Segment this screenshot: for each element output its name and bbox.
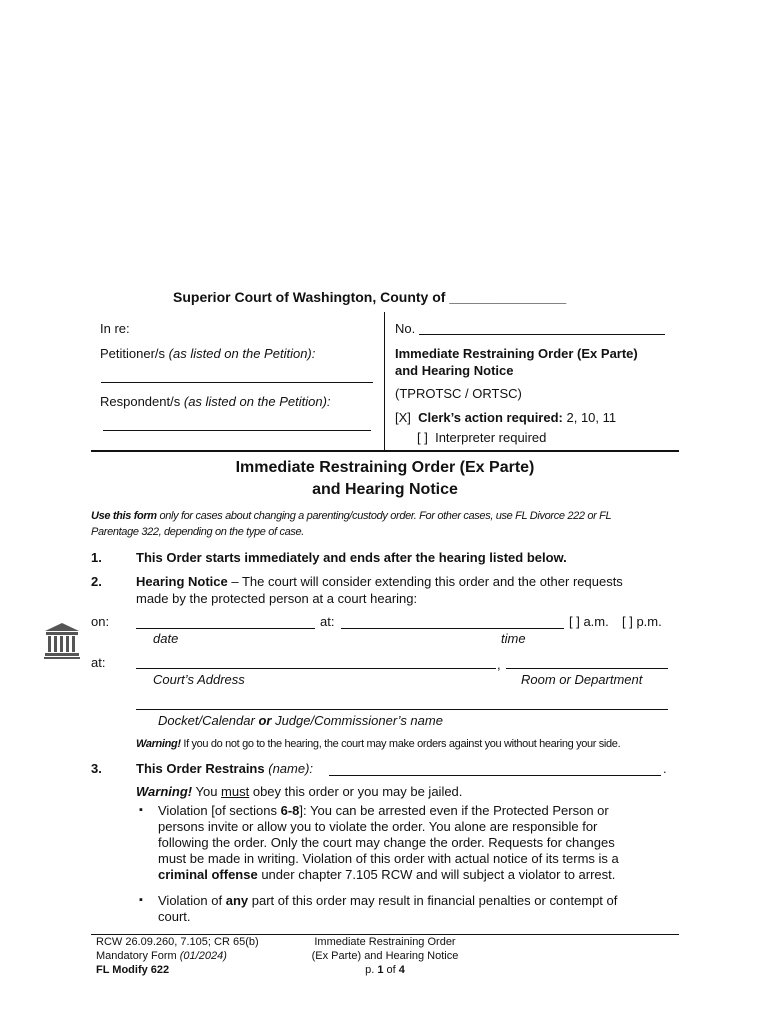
docket-field[interactable]	[136, 709, 668, 710]
time-caption: time	[501, 631, 526, 646]
footer-title-2: (Ex Parte) and Hearing Notice	[311, 950, 459, 962]
docket-caption: Docket/Calendar or Judge/Commissioner’s name	[158, 713, 443, 728]
footer-form-id: FL Modify 622	[96, 964, 170, 976]
restrained-name-field[interactable]	[329, 775, 661, 776]
address-caption: Court’s Address	[153, 672, 245, 687]
interpreter-required: [ ] Interpreter required	[417, 430, 547, 445]
at-time-label: at:	[320, 614, 335, 629]
respondent-name-field[interactable]	[103, 430, 371, 431]
room-caption: Room or Department	[521, 672, 643, 687]
clerk-action: [X] Clerk’s action required: 2, 10, 11	[395, 410, 617, 425]
hearing-warning: Warning! If you do not go to the hearing, the court may make orders against you without hearing your side.	[136, 738, 621, 750]
footer-mandatory: Mandatory Form (01/2024)	[96, 950, 227, 962]
at-label: at:	[91, 655, 106, 670]
date-caption: date	[153, 631, 179, 646]
footer-title-1: Immediate Restraining Order	[314, 936, 456, 948]
form-title-line1: Immediate Restraining Order (Ex Parte)	[235, 459, 535, 476]
footer-rule	[91, 934, 679, 935]
section-3-period: .	[663, 761, 667, 776]
section-2-line2: made by the protected person at a court hearing:	[136, 591, 418, 606]
county-blank[interactable]: _______________	[449, 289, 567, 305]
bullet-2-line1: Violation of any part of this order may result in financial penalties or contempt of	[158, 893, 618, 908]
obey-warning: Warning! You must obey this order or you may be jailed.	[136, 784, 463, 799]
section-3-number: 3.	[91, 761, 102, 776]
form-title-line2: and Hearing Notice	[312, 481, 458, 498]
courthouse-icon	[43, 622, 81, 663]
bullet-1-line4: must be made in writing. Violation of this order with actual notice of its terms is a	[158, 851, 619, 866]
section-1-number: 1.	[91, 550, 102, 565]
instructions-line2: Parentage 322, depending on the type of case.	[91, 526, 304, 538]
instructions-line1: Use this form only for cases about changing a parenting/custody order. For other cases, use FL Divorce 222 or FL	[91, 510, 612, 522]
room-field[interactable]	[506, 668, 668, 669]
am-checkbox[interactable]: [ ] a.m.	[569, 614, 609, 629]
section-2-number: 2.	[91, 574, 102, 589]
bullet-2-line2: court.	[158, 909, 191, 924]
footer-page-number: p. 1 of 4	[365, 964, 405, 976]
footer-statutes: RCW 26.09.260, 7.105; CR 65(b)	[96, 936, 259, 948]
court-address-field[interactable]	[136, 668, 496, 669]
case-number-label: No.	[395, 321, 416, 336]
bullet-1-marker: ▪	[139, 804, 143, 816]
court-heading: Superior Court of Washington, County of _______________	[173, 289, 567, 305]
respondent-label: Respondent/s (as listed on the Petition):	[100, 394, 331, 409]
bullet-1-line2: persons invite or allow you to violate the order. You alone are responsible for	[158, 819, 598, 834]
caption-doc-title-2: and Hearing Notice	[395, 363, 514, 378]
caption-doc-title-1: Immediate Restraining Order (Ex Parte)	[395, 346, 638, 361]
section-1-text: This Order starts immediately and ends after the hearing listed below.	[136, 550, 567, 565]
petitioner-label: Petitioner/s (as listed on the Petition):	[100, 346, 316, 361]
hearing-time-field[interactable]	[341, 628, 564, 629]
interpreter-checkbox[interactable]: [ ]	[417, 430, 428, 445]
hearing-date-field[interactable]	[136, 628, 315, 629]
bullet-1-line3: following the order. Only the court may change the order. Requests for changes	[158, 835, 615, 850]
bullet-2-marker: ▪	[139, 894, 143, 906]
section-2-line1: Hearing Notice – The court will consider extending this order and the other requests	[136, 574, 623, 589]
caption-codes: (TPROTSC / ORTSC)	[395, 386, 522, 401]
on-label: on:	[91, 614, 110, 629]
bullet-1-line5: criminal offense under chapter 7.105 RCW and will subject a violator to arrest.	[158, 867, 616, 882]
in-re-label: In re:	[100, 321, 130, 336]
petitioner-name-field[interactable]	[101, 382, 373, 383]
address-comma: ,	[497, 657, 501, 672]
caption-bottom-rule	[91, 450, 679, 452]
bullet-1-line1: Violation [of sections 6-8]: You can be arrested even if the Protected Person or	[158, 803, 609, 818]
clerk-checkbox[interactable]: [X]	[395, 410, 411, 425]
section-3-title: This Order Restrains (name):	[136, 761, 314, 776]
pm-checkbox[interactable]: [ ] p.m.	[622, 614, 662, 629]
case-number-field[interactable]	[419, 334, 665, 335]
caption-divider	[384, 312, 385, 452]
